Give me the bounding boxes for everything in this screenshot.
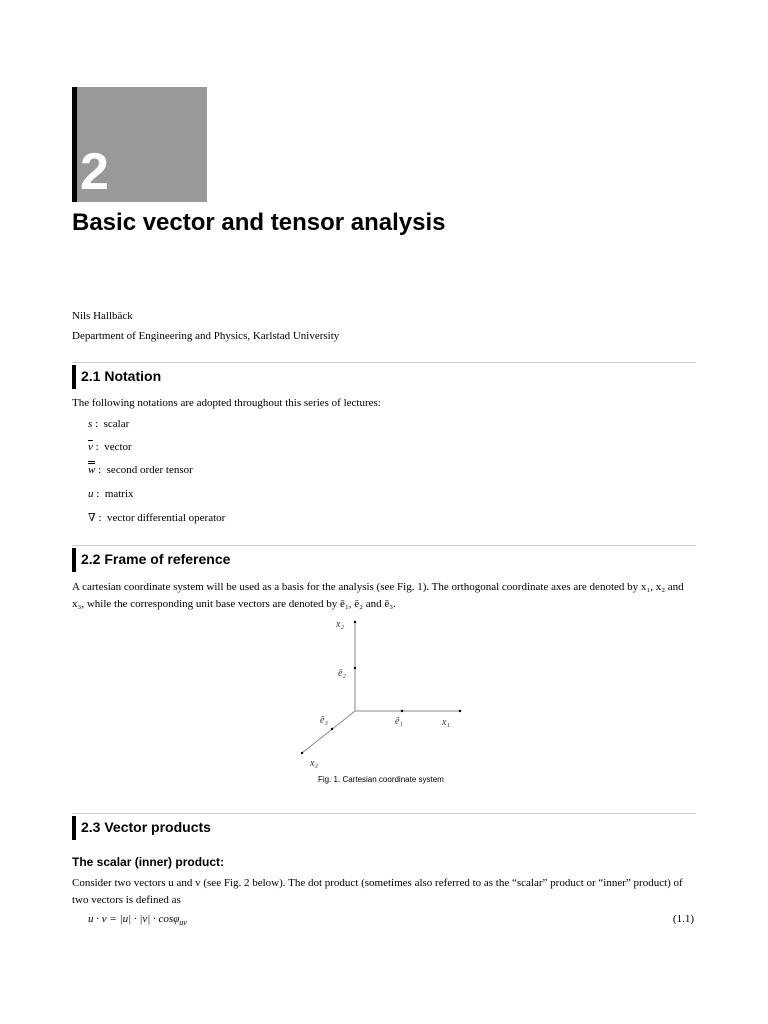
equation-subscript: uv — [179, 918, 187, 928]
x1-label: x₁ — [442, 717, 450, 728]
notation-symbol: ∇ — [88, 512, 96, 524]
e1-arrow-head — [401, 710, 403, 712]
section-heading-notation — [72, 365, 696, 389]
notation-symbol: s — [88, 418, 93, 430]
notation-symbol: u — [88, 488, 94, 500]
x3-axis — [302, 711, 355, 753]
notation-item-nabla: ∇ : vector differential operator — [88, 512, 226, 524]
notation-symbol: $\overline{v}$ — [88, 441, 93, 453]
section-heading-frame — [72, 548, 696, 572]
notation-description: scalar — [103, 418, 130, 430]
section-accent-bar — [72, 365, 76, 389]
notation-item-scalar: s : scalar — [88, 418, 130, 430]
equation-body: u · v = |u| · |v| · cosφ — [88, 913, 180, 925]
e1-label: ē₁ — [395, 716, 403, 727]
section-title: 2.2 Frame of reference — [81, 551, 231, 567]
vector-products-paragraph-line-2: two vectors is defined as — [72, 894, 181, 906]
x2-label: x₂ — [336, 619, 344, 630]
section-accent-bar — [72, 548, 76, 572]
subheading-scalar-product: The scalar (inner) product: — [72, 855, 225, 869]
notation-symbol: w — [88, 461, 95, 476]
section-divider — [72, 545, 696, 546]
notation-item-matrix: u : matrix — [88, 488, 134, 500]
x3-axis-end — [301, 752, 303, 754]
section-accent-bar — [72, 816, 76, 840]
chapter-number: 2 — [80, 143, 109, 201]
notation-intro: The following notations are adopted throughout this series of lectures: — [72, 397, 381, 409]
section-title: 2.1 Notation — [81, 368, 162, 384]
frame-paragraph-line-2: x₃, while the corresponding unit base vectors are denoted by ē₁, ē₂ and ē₃. — [72, 598, 396, 610]
notation-description: second order tensor — [106, 464, 193, 476]
section-divider — [72, 362, 696, 363]
e2-arrow-head — [354, 667, 356, 669]
figure-caption: Fig. 1. Cartesian coordinate system — [318, 775, 444, 784]
x2-axis-end — [354, 621, 356, 623]
coordinate-system-figure — [290, 612, 480, 772]
chapter-accent-bar — [72, 87, 77, 202]
author-name: Nils Hallbäck — [72, 310, 133, 322]
equation-number: (1.1) — [672, 913, 694, 925]
frame-paragraph-line-1: A cartesian coordinate system will be used as a basis for the analysis (see Fig. 1). The orthogonal coordinate axes are denoted by x₁, x₂ and — [72, 581, 684, 593]
author-affiliation: Department of Engineering and Physics, Karlstad University — [72, 330, 340, 342]
section-divider — [72, 813, 696, 814]
x3-label: x₃ — [310, 758, 318, 769]
section-heading-vector-products — [72, 816, 696, 840]
section-title: 2.3 Vector products — [81, 819, 211, 835]
x1-axis-end — [459, 710, 461, 712]
chapter-title: Basic vector and tensor analysis — [72, 209, 446, 236]
equation-dot-product — [88, 913, 187, 927]
e3-label: ē₃ — [320, 715, 328, 726]
notation-description: vector — [104, 441, 132, 453]
e3-arrow-head — [331, 728, 333, 730]
e2-label: ē₂ — [338, 668, 346, 679]
notation-description: matrix — [104, 488, 134, 500]
notation-description: vector differential operator — [107, 512, 226, 524]
vector-products-paragraph-line-1: Consider two vectors u and v (see Fig. 2 below). The dot product (sometimes also referred to as the “scalar” product or “inner” product) of — [72, 877, 683, 889]
notation-item-vector: $\overline{v}$ : vector — [88, 441, 132, 453]
notation-item-tensor: w : second order tensor — [88, 464, 193, 476]
